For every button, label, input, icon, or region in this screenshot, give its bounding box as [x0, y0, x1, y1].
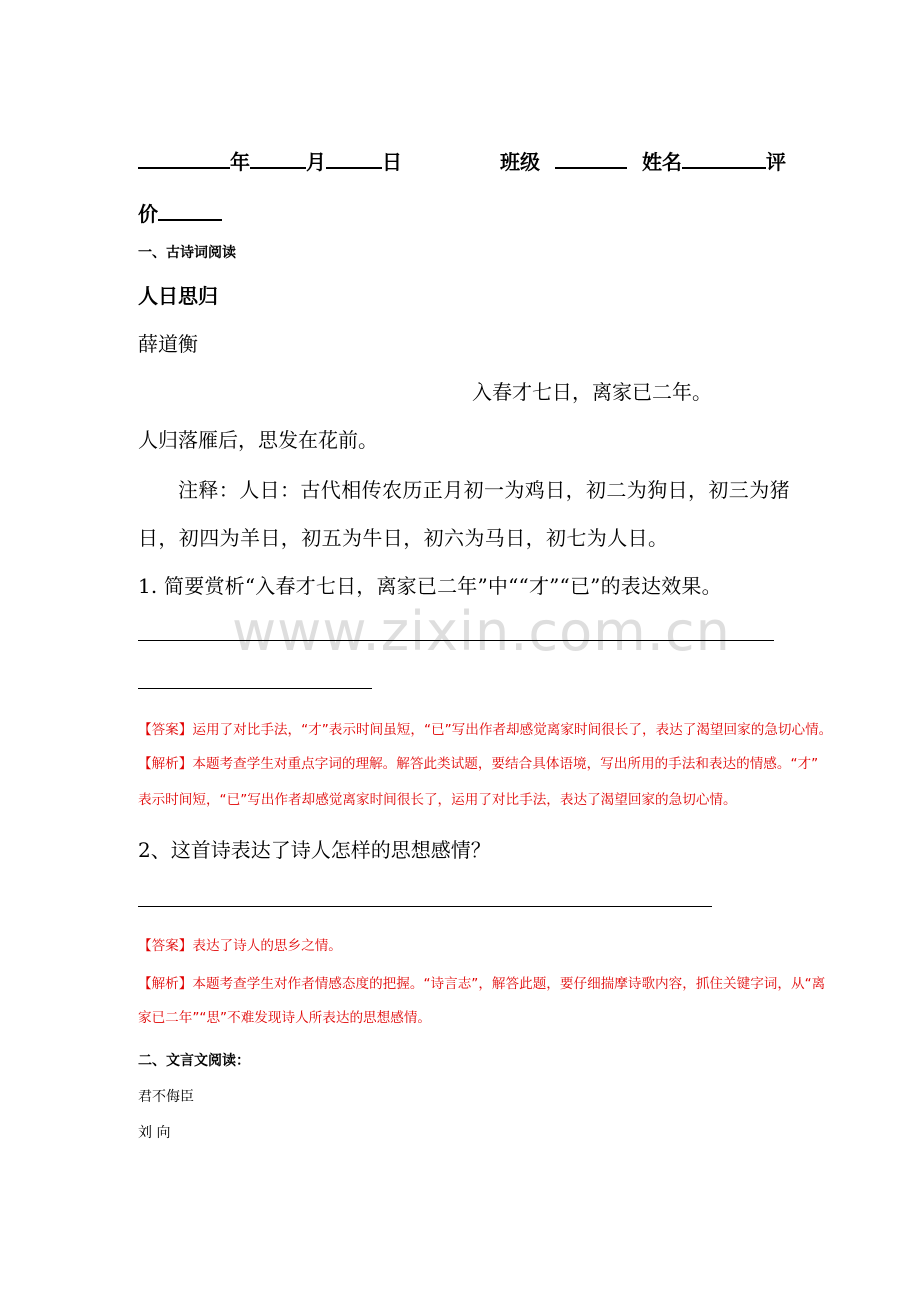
q2-analysis-2: 家已二年”“思”不难发现诗人所表达的思想感情。: [138, 1010, 432, 1026]
eval-blank[interactable]: [158, 199, 222, 221]
year-label: 年: [230, 150, 250, 174]
header-line-right: [500, 146, 786, 175]
poem-line-1: 入春才七日，离家已二年。: [472, 380, 712, 404]
eval-line: [138, 198, 222, 227]
year-blank[interactable]: [138, 147, 230, 169]
note-line-2: 日，初四为羊日，初五为牛日，初六为马日，初七为人日。: [138, 526, 669, 550]
name-blank[interactable]: [682, 147, 766, 169]
header-line: [138, 146, 402, 175]
answer-line-1[interactable]: [138, 640, 774, 641]
answer-line-2[interactable]: [138, 688, 372, 689]
text-author: 刘 向: [138, 1125, 171, 1141]
eval-label-2: 价: [138, 202, 158, 226]
answer-line-3[interactable]: [138, 906, 712, 907]
watermark: www.zixin.com.cn: [232, 600, 731, 663]
q1-analysis-1: 【解析】本题考查学生对重点字词的理解。解答此类试题，要结合具体语境，写出所用的手法和表达的情感。“才”: [138, 756, 819, 772]
eval-label-1: 评: [765, 150, 786, 174]
poem-line-2: 人归落雁后，思发在花前。: [138, 428, 378, 452]
class-blank[interactable]: [555, 147, 627, 169]
day-label: 日: [382, 150, 402, 174]
q2-answer: 【答案】表达了诗人的思乡之情。: [138, 938, 342, 954]
section1-title: 一、古诗词阅读: [138, 245, 236, 261]
q2-analysis-1: 【解析】本题考查学生对作者情感态度的把握。“诗言志”，解答此题，要仔细揣摩诗歌内容，抓住关键字词，从“离: [138, 976, 826, 992]
month-blank[interactable]: [250, 147, 306, 169]
q1-answer: 【答案】运用了对比手法，“才”表示时间虽短，“已”写出作者却感觉离家时间很长了，表达了渴望回家的急切心情。: [138, 722, 833, 738]
question-2: 2、这首诗表达了诗人怎样的思想感情？: [138, 838, 491, 862]
text-title: 君不侮臣: [138, 1089, 194, 1105]
class-label: 班级: [500, 150, 540, 174]
section2-title: 二、文言文阅读：: [138, 1053, 250, 1069]
name-label: 姓名: [641, 150, 682, 174]
poem-title: 人日思归: [138, 284, 218, 308]
month-label: 月: [306, 150, 326, 174]
day-blank[interactable]: [326, 147, 382, 169]
question-1: 1. 简要赏析“入春才七日，离家已二年”中““才”“已”的表达效果。: [138, 574, 722, 598]
note-line-1: 注释：人日：古代相传农历正月初一为鸡日，初二为狗日，初三为猪: [178, 478, 790, 502]
q1-analysis-2: 表示时间短，“已”写出作者却感觉离家时间很长了，运用了对比手法，表达了渴望回家的急切心情。: [138, 792, 737, 808]
poem-author: 薛道衡: [138, 332, 198, 356]
